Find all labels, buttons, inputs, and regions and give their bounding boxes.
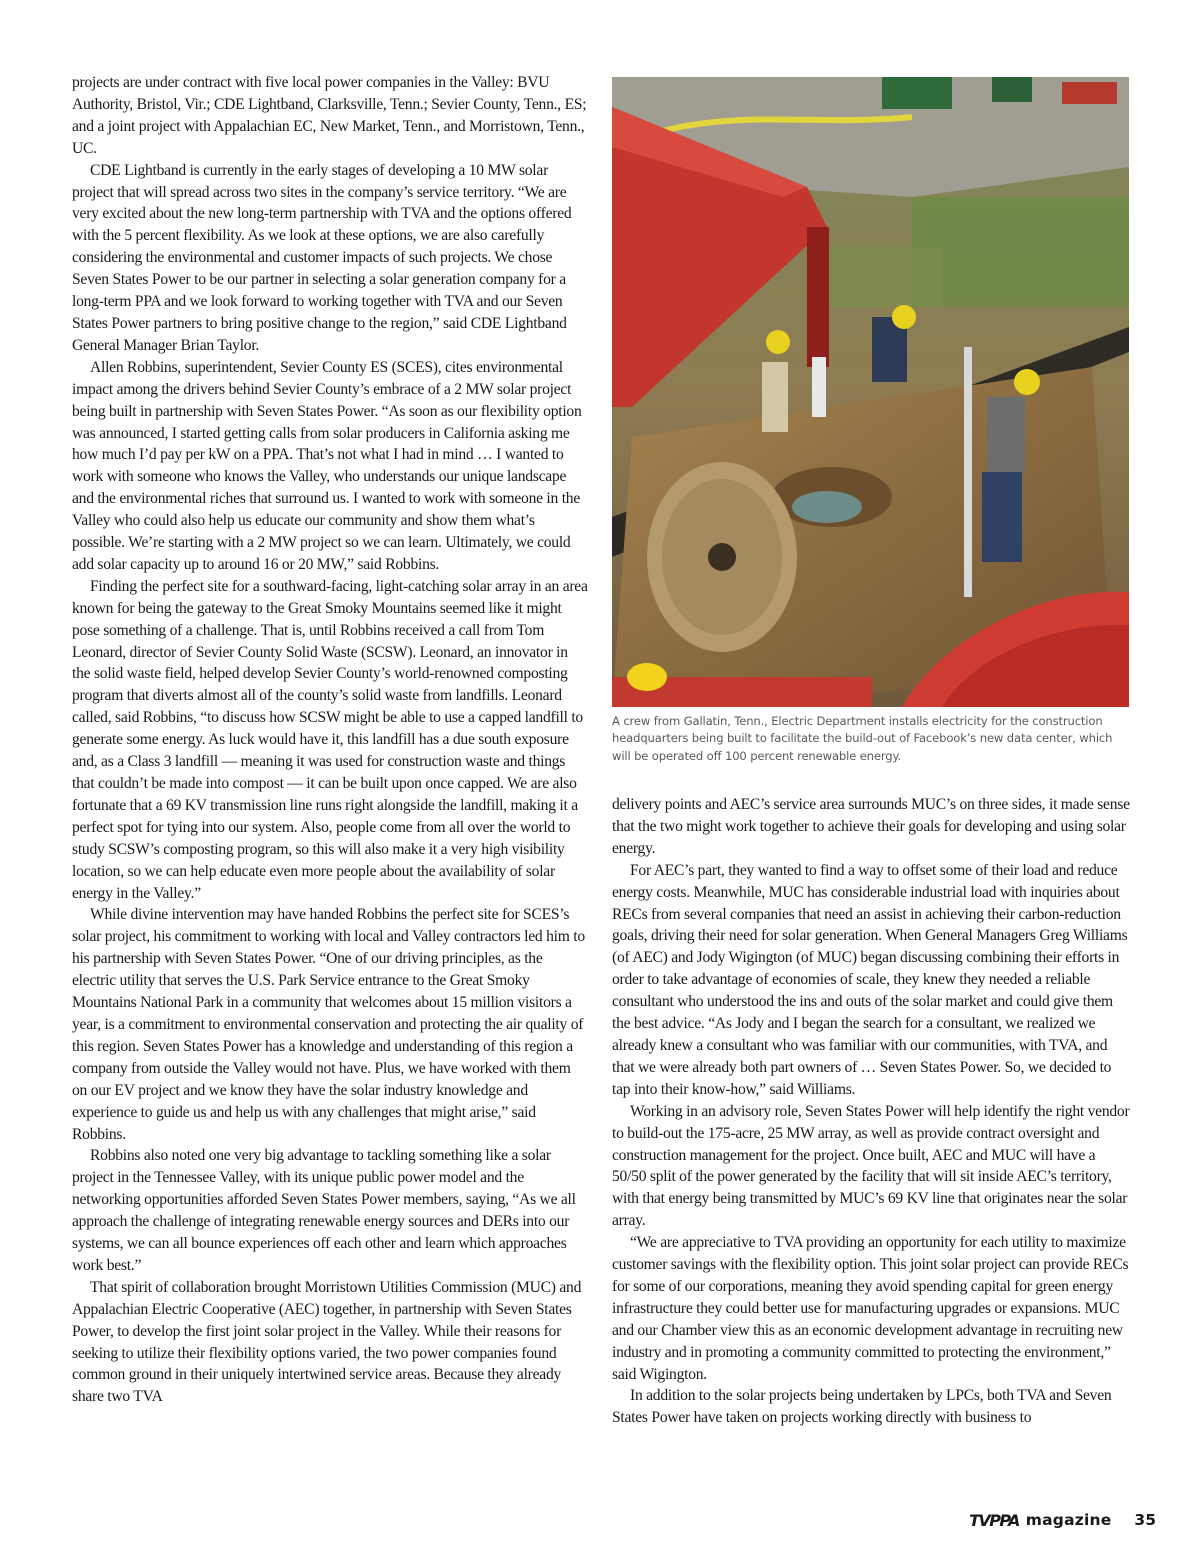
page-number: 35 — [1134, 1511, 1156, 1529]
paragraph: Working in an advisory role, Seven States Power will help identify the right vendor to build-out the 175-acre, 25 MW array, as well as provide contract oversight and construction management for the project. Once built, AEC and MUC will have a 50/50 split of the power generated by the facility that will sit inside AEC’s territory, with that energy being transmitted by MUC’s 69 KV line that originates near the solar array. — [612, 1102, 1130, 1230]
paragraph: projects are under contract with five local power companies in the Valley: BVU Authority, Bristol, Vir.; CDE Lightband, Clarksville, Tenn.; Sevier County, Tenn., ES; and a joint project with Appalachian EC, New Market, Tenn., and Morristown, Tenn., UC. — [72, 74, 587, 157]
paragraph: Allen Robbins, superintendent, Sevier County ES (SCES), cites environmental impact among the drivers behind Sevier County’s embrace of a 2 MW solar project being built in partnership with Seven States Power. “As soon as our flexibility option was announced, I started getting calls from solar producers in California asking me how much I’d pay per kW on a PPA. That’s not what I had in mind … I wanted to work with someone who knows the Valley, who understands our unique landscape and the environmental riches that surround us. I wanted to work with someone in the Valley who could also help us educate our community and show them what’s possible. We’re starting with a 2 MW project so we can learn. Ultimately, we could add solar capacity up to around 16 or 20 MW,” said Robbins. — [72, 358, 582, 573]
article-column-left — [72, 72, 588, 1408]
paragraph: Robbins also noted one very big advantage to tackling something like a solar project in the Tennessee Valley, with its unique public power model and the networking opportunities afforded Seven States Power members, saying, “As we all approach the challenge of integrating renewable energy sources and DERs into our systems, we can all bounce experiences off each other and learn which approaches work best.” — [72, 1147, 576, 1274]
article-column-right — [612, 794, 1130, 1429]
paragraph: CDE Lightband is currently in the early stages of developing a 10 MW solar project that will spread across two sites in the company’s service territory. “We are very excited about the new long-term partnership with TVA and the options offered with the 5 percent flexibility. As we look at these options, we are also carefully considering the environmental and customer impacts of such projects. We chose Seven States Power to be our partner in selecting a solar generation company for a long-term PPA and we look forward to working together with TVA and our Seven States Power partners to bring positive change to the region,” said CDE Lightband General Manager Brian Taylor. — [72, 161, 572, 354]
magazine-label: magazine — [1025, 1511, 1112, 1529]
crew-photo — [612, 77, 1129, 707]
paragraph: delivery points and AEC’s service area surrounds MUC’s on three sides, it made sense that the two might work together to achieve their goals for developing and using solar energy. — [612, 796, 1130, 857]
paragraph: For AEC’s part, they wanted to find a way to offset some of their load and reduce energy costs. Meanwhile, MUC has considerable industrial load with inquiries about RECs from several companies that need an assist in achieving their carbon-reduction goals, driving their need for solar generation. When General Managers Greg Williams (of AEC) and Jody Wigington (of MUC) began discussing combining their efforts in order to take advantage of economies of scale, they knew they needed a reliable consultant who understood the ins and outs of the solar market and could give them the best advice. “As Jody and I began the search for a consultant, we realized we already knew a consultant who was familiar with our communities, with TVA, and that we were already both part owners of … Seven States Power. So, we decided to tap into their know-how,” said Williams. — [612, 861, 1128, 1098]
paragraph: “We are appreciative to TVA providing an opportunity for each utility to maximize customer savings with the flexibility option. This joint solar project can provide RECs for some of our corporations, meaning they avoid spending capital for green energy infrastructure they could better use for manufacturing upgrades or expansions. MUC and our Chamber view this as an economic development advantage in recruiting new industry and in promoting a community committed to protecting the environment,” said Wigington. — [612, 1234, 1129, 1383]
page-footer — [969, 1506, 1156, 1534]
paragraph: Finding the perfect site for a southward-facing, light-catching solar array in an area known for being the gateway to the Great Smoky Mountains seemed like it might pose something of a challenge. That is, until Robbins received a call from Tom Leonard, director of Sevier County Solid Waste (SCSW). Leonard, an innovator in the solid waste field, helped develop Sevier County’s world-renowned composting program that diverts almost all of the county’s solid waste from landfills. Leonard called, said Robbins, “to discuss how SCSW might be able to use a capped landfill to generate some energy. As luck would have it, this landfill has a due south exposure and, as a Class 3 landfill — meaning it was used for construction waste and things that couldn’t be made into compost — it can be built upon once capped. We are also fortunate that a 69 KV transmission line runs right alongside the landfill, making it a perfect spot for tying into our system. Also, people come from all over the world to study SCSW’s composting program, so this will also make it a very high visibility location, so we can help educate even more people about the availability of solar energy in the Valley.” — [72, 577, 588, 902]
paragraph: In addition to the solar projects being undertaken by LPCs, both TVA and Seven States Power have taken on projects working directly with business to — [612, 1387, 1112, 1427]
paragraph: While divine intervention may have handed Robbins the perfect site for SCES’s solar project, his commitment to working with local and Valley contractors led him to his partnership with Seven States Power. “One of our driving principles, as the electric utility that serves the U.S. Park Service entrance to the Great Smoky Mountains National Park in a community that welcomes about 15 million visitors a year, is a commitment to environmental conservation and protecting the air quality of this region. Seven States Power has a knowledge and understanding of this region a company from outside the Valley would not have. Plus, we have worked with them on our EV project and we know they have the solar industry knowledge and experience to guide us and help us with any challenges that might arise,” said Robbins. — [72, 906, 585, 1143]
photo-caption: A crew from Gallatin, Tenn., Electric Department installs electricity for the construction headquarters being built to facilitate the build-out of Facebook’s new data center, which will be operated off 100 percent renewable energy. — [612, 714, 1113, 763]
magazine-brand: TVPPA — [969, 1510, 1019, 1530]
paragraph: That spirit of collaboration brought Morristown Utilities Commission (MUC) and Appalachian Electric Cooperative (AEC) together, in partnership with Seven States Power, to develop the first joint solar project in the Valley. While their reasons for seeking to utilize their flexibility options varied, the two power companies found common ground in their uniquely intertwined service areas. Because they already share two TVA — [72, 1278, 582, 1406]
